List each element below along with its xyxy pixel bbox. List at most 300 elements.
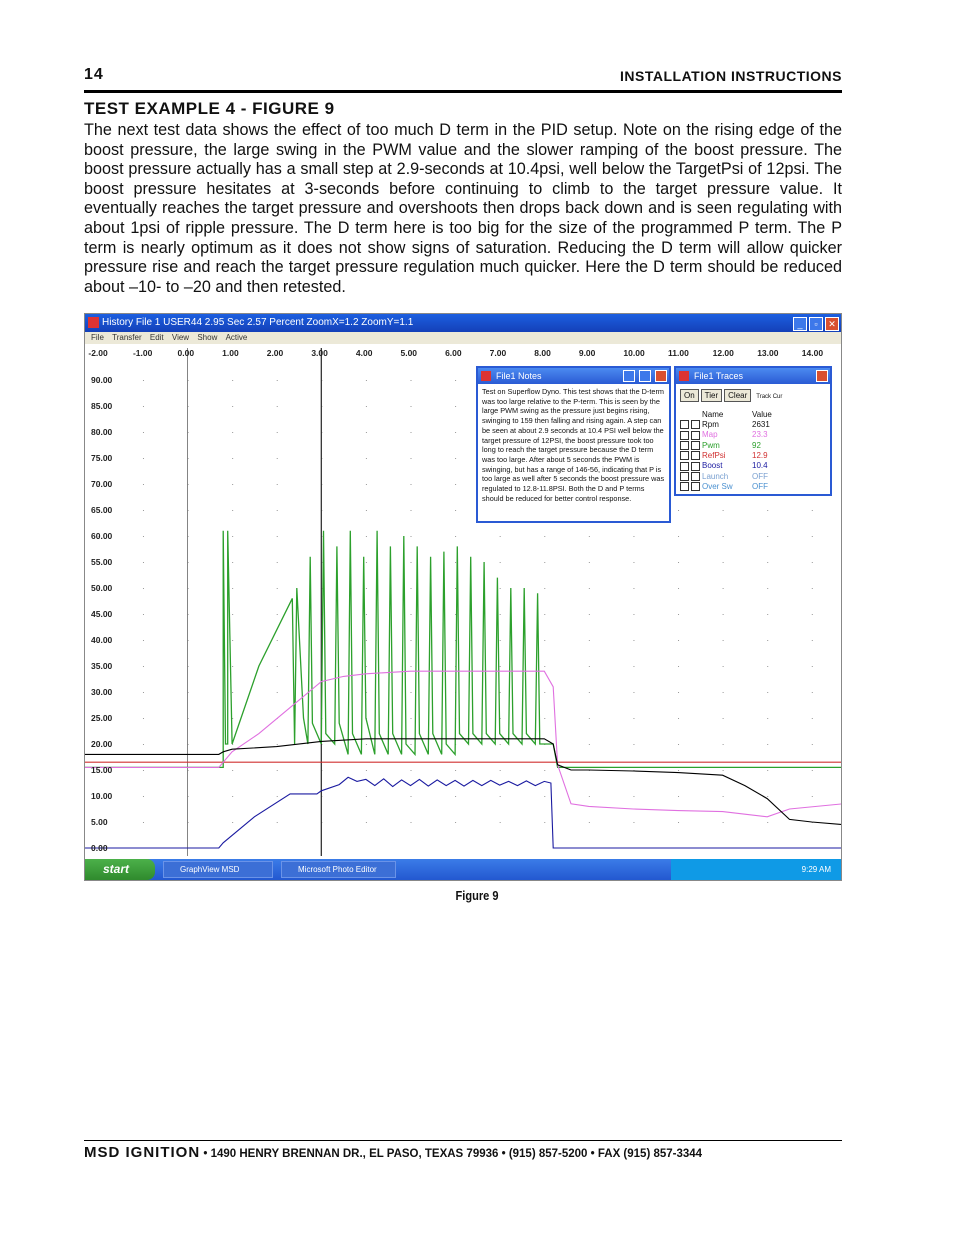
window-title: History File 1 USER44 2.95 Sec 2.57 Percent ZoomX=1.2 ZoomY=1.1 — [102, 317, 414, 328]
grid-dot — [500, 562, 501, 563]
grid-dot — [589, 692, 590, 693]
grid-dot — [544, 718, 545, 719]
x-tick-label: 14.00 — [801, 348, 824, 358]
grid-dot — [410, 692, 411, 693]
grid-dot — [767, 666, 768, 667]
grid-dot — [723, 744, 724, 745]
grid-dot — [455, 380, 456, 381]
notes-titlebar — [478, 368, 669, 384]
trace-checkbox[interactable] — [680, 472, 689, 481]
grid-dot — [366, 822, 367, 823]
grid-dot — [277, 640, 278, 641]
grid-dot — [589, 614, 590, 615]
grid-dot — [232, 536, 233, 537]
trace-name: RefPsi — [702, 450, 726, 460]
footer-rule — [84, 1140, 842, 1141]
trace-checkbox[interactable] — [691, 472, 700, 481]
tier-button[interactable]: Tier — [701, 389, 722, 402]
grid-dot — [232, 562, 233, 563]
grid-dot — [812, 588, 813, 589]
grid-dot — [500, 614, 501, 615]
grid-dot — [544, 822, 545, 823]
grid-dot — [143, 562, 144, 563]
x-tick-label: 1.00 — [222, 348, 239, 358]
grid-dot — [410, 562, 411, 563]
menu-show[interactable]: Show — [197, 333, 218, 342]
track-cur-checkbox[interactable]: Track Cur — [756, 394, 783, 400]
y-tick-label: 55.00 — [91, 557, 113, 567]
grid-dot — [366, 666, 367, 667]
close-icon[interactable] — [655, 370, 667, 382]
grid-dot — [143, 588, 144, 589]
grid-dot — [232, 406, 233, 407]
y-tick-label: 60.00 — [91, 531, 113, 541]
grid-dot — [500, 640, 501, 641]
grid-dot — [589, 640, 590, 641]
x-tick-label: 2.00 — [266, 348, 284, 358]
taskbar — [85, 859, 841, 880]
menu-view[interactable]: View — [171, 333, 190, 342]
grid-dot — [410, 536, 411, 537]
grid-dot — [812, 614, 813, 615]
y-tick-label: 85.00 — [91, 401, 113, 411]
system-tray — [671, 859, 841, 880]
grid-dot — [366, 588, 367, 589]
traces-window[interactable] — [674, 366, 832, 496]
grid-dot — [277, 796, 278, 797]
x-tick-label: 0.00 — [177, 348, 195, 358]
grid-dot — [143, 380, 144, 381]
grid-dot — [232, 666, 233, 667]
grid-dot — [633, 796, 634, 797]
app-icon — [679, 371, 689, 381]
grid-dot — [767, 536, 768, 537]
grid-dot — [723, 640, 724, 641]
grid-dot — [723, 718, 724, 719]
grid-dot — [678, 614, 679, 615]
grid-dot — [277, 692, 278, 693]
notes-window[interactable] — [476, 366, 671, 523]
grid-dot — [544, 796, 545, 797]
grid-dot — [544, 640, 545, 641]
grid-dot — [678, 822, 679, 823]
section-title: INSTALLATION INSTRUCTIONS — [620, 68, 842, 84]
grid-dot — [277, 770, 278, 771]
grid-dot — [143, 458, 144, 459]
app-icon — [481, 371, 491, 381]
grid-dot — [455, 796, 456, 797]
grid-dot — [544, 614, 545, 615]
trace-checkbox[interactable] — [680, 451, 689, 460]
trace-value: 12.9 — [752, 450, 768, 460]
trace-row-launch[interactable] — [680, 472, 830, 482]
grid-dot — [767, 744, 768, 745]
grid-dot — [767, 770, 768, 771]
grid-dot — [812, 796, 813, 797]
grid-dot — [589, 562, 590, 563]
grid-dot — [500, 536, 501, 537]
grid-dot — [678, 536, 679, 537]
heading: TEST EXAMPLE 4 - FIGURE 9 — [84, 99, 335, 118]
grid-dot — [410, 822, 411, 823]
grid-dot — [366, 432, 367, 433]
trace-name: Rpm — [702, 420, 719, 429]
x-tick-label: 13.00 — [757, 348, 779, 358]
grid-dot — [410, 718, 411, 719]
traces-title: File1 Traces — [694, 371, 744, 381]
y-tick-label: 80.00 — [91, 427, 113, 437]
trace-value: OFF — [752, 471, 768, 481]
notes-text: Test on Superflow Dyno. This test shows that the D-term was too large relative to the P-term. This is seen by the large PWM swing as the pressure just begins rising, swinging to 159 then falling and rising again. A step can be seen at about 2.9 seconds at 10.4 PSI well below the target pressure of 12PSI, the boost pressure took too long to reach the target pressure because the D term was too large. After about 5 seconds the PWM is swinging, but has a range of 146-56, indicating that P is too large as well after 5 seconds the boost pressure was regulated to 12.8-11.8PSI. Both the D and P terms should be reduced for better control response. — [482, 387, 665, 503]
x-tick-label: 7.00 — [489, 348, 507, 358]
maximize-icon[interactable] — [639, 370, 651, 382]
grid-dot — [500, 692, 501, 693]
screenshot — [84, 313, 842, 881]
grid-dot — [410, 666, 411, 667]
grid-dot — [633, 692, 634, 693]
grid-dot — [633, 614, 634, 615]
grid-dot — [143, 718, 144, 719]
grid-dot — [544, 536, 545, 537]
grid-dot — [767, 822, 768, 823]
grid-dot — [410, 406, 411, 407]
grid-dot — [589, 796, 590, 797]
y-tick-label: 0.00 — [91, 843, 108, 853]
trace-checkbox[interactable] — [680, 431, 689, 440]
grid-dot — [544, 666, 545, 667]
grid-dot — [723, 510, 724, 511]
grid-dot — [366, 406, 367, 407]
y-tick-label: 15.00 — [91, 765, 113, 775]
series-map — [85, 671, 842, 817]
grid-dot — [455, 510, 456, 511]
grid-dot — [455, 406, 456, 407]
y-tick-label: 5.00 — [91, 817, 108, 827]
grid-dot — [232, 510, 233, 511]
grid-dot — [589, 588, 590, 589]
grid-dot — [232, 770, 233, 771]
taskbar-item-graphview[interactable]: GraphView MSD — [163, 861, 273, 878]
grid-dot — [633, 536, 634, 537]
grid-dot — [410, 796, 411, 797]
x-tick-label: -1.00 — [132, 348, 153, 358]
grid-dot — [723, 562, 724, 563]
trace-value: 92 — [752, 440, 761, 450]
grid-dot — [455, 588, 456, 589]
grid-dot — [232, 458, 233, 459]
grid-dot — [410, 432, 411, 433]
grid-dot — [277, 432, 278, 433]
grid-dot — [232, 432, 233, 433]
y-tick-label: 40.00 — [91, 635, 113, 645]
y-tick-label: 45.00 — [91, 609, 113, 619]
figure-caption: Figure 9 — [455, 888, 499, 903]
trace-name: Over Sw — [702, 481, 733, 491]
grid-dot — [232, 380, 233, 381]
trace-name: Launch — [702, 471, 729, 481]
menu-file[interactable]: File — [91, 333, 104, 342]
grid-dot — [723, 588, 724, 589]
grid-dot — [589, 744, 590, 745]
grid-dot — [410, 640, 411, 641]
trace-name: Pwm — [702, 440, 720, 450]
grid-dot — [723, 822, 724, 823]
trace-row-over-sw[interactable] — [680, 482, 830, 492]
menu-transfer[interactable]: Transfer — [112, 333, 142, 342]
close-icon[interactable]: ✕ — [825, 317, 839, 331]
grid-dot — [410, 770, 411, 771]
grid-dot — [723, 796, 724, 797]
grid-dot — [143, 770, 144, 771]
grid-dot — [678, 588, 679, 589]
trace-row-map[interactable] — [680, 430, 830, 440]
taskbar-item-photo-editor[interactable]: Microsoft Photo Editor — [281, 861, 396, 878]
y-tick-label: 50.00 — [91, 583, 113, 593]
grid-dot — [678, 744, 679, 745]
grid-dot — [589, 718, 590, 719]
grid-dot — [812, 770, 813, 771]
traces-titlebar — [676, 368, 830, 384]
grid-dot — [767, 588, 768, 589]
close-icon[interactable] — [816, 370, 828, 382]
grid-dot — [232, 692, 233, 693]
trace-name: Map — [702, 430, 718, 440]
grid-dot — [232, 796, 233, 797]
grid-dot — [812, 666, 813, 667]
grid-dot — [277, 406, 278, 407]
grid-dot — [232, 822, 233, 823]
trace-value: OFF — [752, 481, 768, 491]
grid-dot — [277, 822, 278, 823]
grid-dot — [366, 614, 367, 615]
grid-dot — [812, 744, 813, 745]
grid-dot — [633, 562, 634, 563]
col-value: Value — [752, 410, 772, 419]
grid-dot — [500, 822, 501, 823]
footer-address: • 1490 HENRY BRENNAN DR., EL PASO, TEXAS 79936 • (915) 857-5200 • FAX (915) 857-3344 — [200, 1148, 703, 1160]
grid-dot — [366, 510, 367, 511]
grid-dot — [455, 536, 456, 537]
grid-dot — [277, 510, 278, 511]
trace-value: 2631 — [752, 420, 770, 429]
grid-dot — [410, 458, 411, 459]
grid-dot — [366, 536, 367, 537]
grid-dot — [143, 640, 144, 641]
grid-dot — [455, 432, 456, 433]
menu-edit[interactable]: Edit — [149, 333, 164, 342]
grid-dot — [723, 666, 724, 667]
grid-dot — [410, 614, 411, 615]
grid-dot — [633, 744, 634, 745]
clear-button[interactable]: Clear — [724, 389, 751, 402]
footer — [84, 1144, 842, 1164]
trace-checkbox[interactable] — [680, 420, 689, 429]
grid-dot — [812, 692, 813, 693]
grid-dot — [232, 588, 233, 589]
grid-dot — [767, 640, 768, 641]
y-tick-label: 70.00 — [91, 479, 113, 489]
grid-dot — [366, 484, 367, 485]
x-tick-label: 9.00 — [578, 348, 596, 358]
grid-dot — [678, 640, 679, 641]
grid-dot — [410, 484, 411, 485]
clock: 9:29 AM — [801, 865, 831, 874]
trace-checkbox[interactable] — [691, 482, 700, 491]
grid-dot — [143, 692, 144, 693]
grid-dot — [366, 562, 367, 563]
grid-dot — [678, 666, 679, 667]
grid-dot — [143, 796, 144, 797]
grid-dot — [678, 718, 679, 719]
traces-buttons — [680, 389, 787, 403]
grid-dot — [277, 588, 278, 589]
grid-dot — [410, 588, 411, 589]
y-tick-label: 10.00 — [91, 791, 113, 801]
grid-dot — [277, 666, 278, 667]
grid-dot — [277, 484, 278, 485]
x-tick-label: 11.00 — [668, 348, 689, 358]
grid-dot — [678, 796, 679, 797]
grid-dot — [678, 770, 679, 771]
y-tick-label: 65.00 — [91, 505, 113, 515]
y-tick-label: 90.00 — [91, 375, 113, 385]
grid-dot — [589, 536, 590, 537]
grid-dot — [723, 770, 724, 771]
col-name: Name — [702, 410, 724, 419]
grid-dot — [544, 562, 545, 563]
x-tick-label: 6.00 — [445, 348, 462, 358]
grid-dot — [767, 510, 768, 511]
grid-dot — [277, 536, 278, 537]
on-button[interactable]: On — [680, 389, 699, 402]
grid-dot — [723, 614, 724, 615]
grid-dot — [410, 744, 411, 745]
trace-checkbox[interactable] — [691, 441, 700, 450]
trace-row-refpsi[interactable] — [680, 451, 830, 461]
minimize-icon[interactable]: _ — [793, 317, 807, 331]
grid-dot — [410, 380, 411, 381]
x-tick-label: 5.00 — [400, 348, 418, 358]
grid-dot — [633, 640, 634, 641]
series-pwm — [85, 531, 842, 768]
grid-dot — [232, 640, 233, 641]
grid-dot — [500, 744, 501, 745]
grid-dot — [767, 614, 768, 615]
grid-dot — [678, 510, 679, 511]
grid-dot — [143, 614, 144, 615]
grid-dot — [277, 458, 278, 459]
grid-dot — [723, 536, 724, 537]
grid-dot — [366, 458, 367, 459]
x-tick-label: 3.00 — [311, 348, 328, 358]
trace-row-pwm[interactable] — [680, 441, 830, 451]
y-tick-label: 35.00 — [91, 661, 113, 671]
grid-dot — [232, 614, 233, 615]
trace-row-rpm[interactable] — [680, 420, 830, 430]
trace-checkbox[interactable] — [680, 462, 689, 471]
grid-dot — [812, 536, 813, 537]
menu-active[interactable]: Active — [225, 333, 248, 342]
grid-dot — [143, 666, 144, 667]
grid-dot — [633, 666, 634, 667]
x-tick-label: -2.00 — [88, 348, 108, 358]
maximize-icon[interactable]: ▫ — [809, 317, 823, 331]
grid-dot — [633, 588, 634, 589]
page-header — [84, 66, 842, 88]
grid-dot — [143, 406, 144, 407]
trace-name: Boost — [702, 461, 723, 471]
x-tick-label: 10.00 — [623, 348, 645, 358]
trace-checkbox[interactable] — [680, 482, 689, 491]
grid-dot — [455, 770, 456, 771]
trace-row-boost[interactable] — [680, 461, 830, 471]
grid-dot — [500, 796, 501, 797]
trace-checkbox[interactable] — [691, 462, 700, 471]
grid-dot — [455, 458, 456, 459]
grid-dot — [455, 562, 456, 563]
grid-dot — [277, 562, 278, 563]
grid-dot — [143, 822, 144, 823]
grid-dot — [812, 562, 813, 563]
grid-dot — [678, 692, 679, 693]
grid-dot — [232, 484, 233, 485]
trace-checkbox[interactable] — [691, 420, 700, 429]
minimize-icon[interactable] — [623, 370, 635, 382]
grid-dot — [143, 432, 144, 433]
y-tick-label: 30.00 — [91, 687, 113, 697]
grid-dot — [544, 770, 545, 771]
grid-dot — [143, 484, 144, 485]
grid-dot — [500, 588, 501, 589]
grid-dot — [232, 718, 233, 719]
grid-dot — [455, 822, 456, 823]
grid-dot — [767, 718, 768, 719]
grid-dot — [277, 614, 278, 615]
grid-dot — [366, 770, 367, 771]
grid-dot — [500, 666, 501, 667]
grid-dot — [812, 718, 813, 719]
grid-dot — [410, 510, 411, 511]
grid-dot — [366, 796, 367, 797]
grid-dot — [143, 744, 144, 745]
grid-dot — [723, 692, 724, 693]
grid-dot — [277, 380, 278, 381]
grid-dot — [544, 692, 545, 693]
trace-checkbox[interactable] — [691, 431, 700, 440]
grid-dot — [277, 744, 278, 745]
y-tick-label: 75.00 — [91, 453, 113, 463]
grid-dot — [500, 770, 501, 771]
grid-dot — [366, 640, 367, 641]
trace-value: 10.4 — [752, 461, 768, 471]
grid-dot — [812, 510, 813, 511]
grid-dot — [366, 380, 367, 381]
trace-checkbox[interactable] — [680, 441, 689, 450]
grid-dot — [767, 562, 768, 563]
trace-checkbox[interactable] — [691, 451, 700, 460]
footer-brand: MSD IGNITION — [84, 1144, 201, 1161]
grid-dot — [678, 562, 679, 563]
x-tick-label: 8.00 — [534, 348, 551, 358]
y-tick-label: 25.00 — [91, 713, 113, 723]
grid-dot — [767, 796, 768, 797]
trace-value: 23.3 — [752, 430, 768, 440]
grid-dot — [589, 822, 590, 823]
start-button[interactable]: start — [85, 859, 155, 880]
grid-dot — [143, 510, 144, 511]
x-tick-label: 12.00 — [712, 348, 734, 358]
grid-dot — [544, 588, 545, 589]
